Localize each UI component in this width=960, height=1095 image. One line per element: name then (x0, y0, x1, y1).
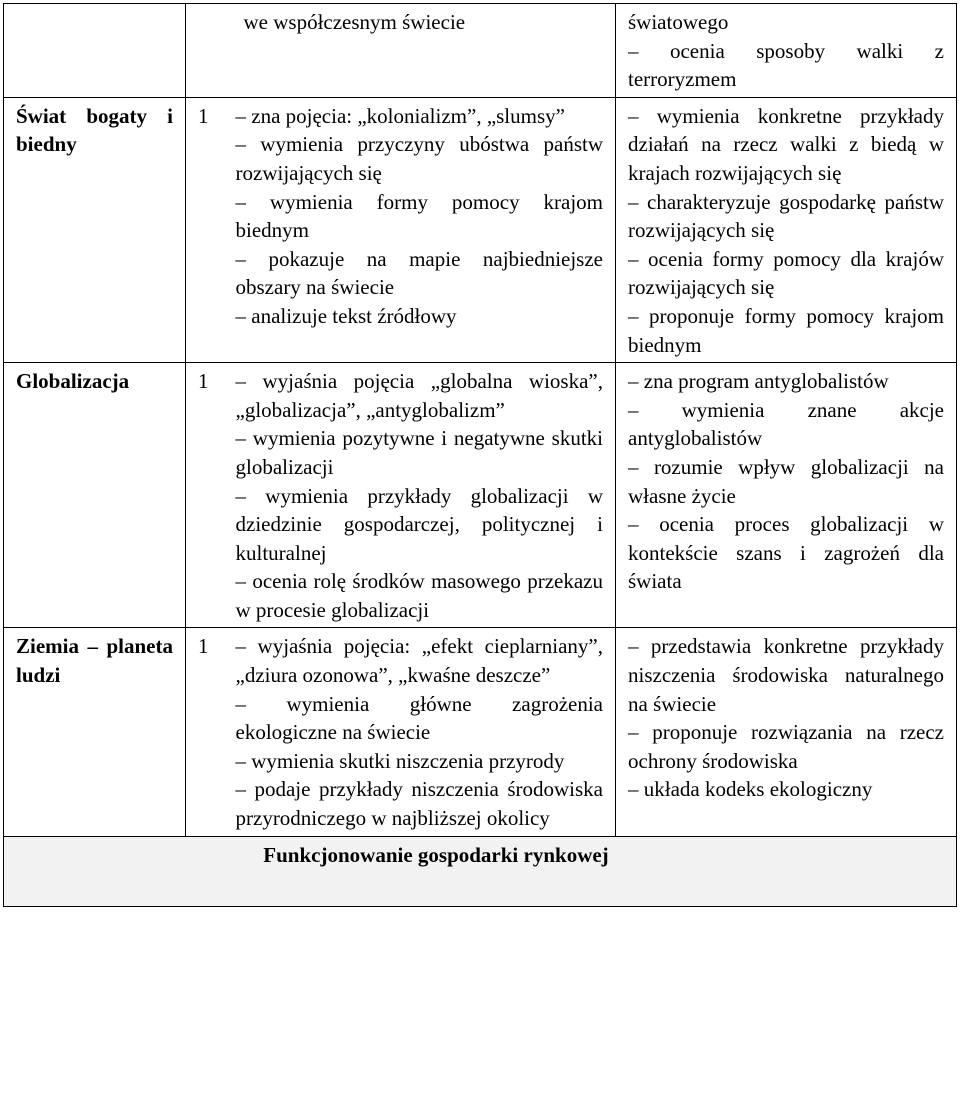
requirement-item: – rozumie wpływ globalizacji na własne życie (628, 454, 944, 508)
requirement-item: – charakteryzuje gospodarkę państw rozwijających się (628, 189, 944, 243)
requirement-item: – wymienia główne zagrożenia ekologiczne na świecie (235, 691, 603, 745)
basic-requirements-cell (224, 97, 616, 362)
requirement-item: – ocenia sposoby walki z terroryzmem (628, 38, 944, 92)
topic-cell (4, 4, 186, 98)
requirement-item: – wymienia przykłady globalizacji w dziedzinie gospodarczej, politycznej i kulturalnej (235, 483, 603, 565)
requirement-item: – analizuje tekst źródłowy (235, 303, 457, 328)
basic-requirements-cell (224, 628, 616, 836)
extended-requirements-cell (616, 363, 957, 628)
requirement-item: – wymienia skutki niszczenia przyrody (235, 748, 565, 773)
requirement-item: – zna program antyglobalistów (628, 369, 889, 394)
requirement-item: – wyjaśnia pojęcia „globalna wioska”, „globalizacja”, „antyglobalizm” (235, 369, 603, 422)
topic-cell: Świat bogaty i biedny (4, 97, 186, 362)
basic-requirements-cell (224, 363, 616, 628)
requirement-item: – proponuje formy pomocy krajom biednym (628, 303, 944, 357)
extended-requirements-cell (616, 4, 957, 98)
requirement-item: – przedstawia konkretne przykłady niszczenia środowiska naturalnego na świecie (628, 634, 944, 716)
topic-cell: Globalizacja (4, 363, 186, 628)
table-row (4, 4, 957, 98)
hours-cell: 1 (186, 363, 224, 628)
requirement-item: – wyjaśnia pojęcia: „efekt cieplarniany”, „dziura ozonowa”, „kwaśne deszcze” (235, 634, 603, 688)
hours-cell: 1 (186, 97, 224, 362)
requirement-item: – podaje przykłady niszczenia środowiska przyrodniczego w najbliższej okolicy (235, 777, 603, 831)
requirement-item: – proponuje rozwiązania na rzecz ochrony środowiska (628, 720, 944, 773)
requirement-item: – ocenia rolę środków masowego przekazu w procesie globalizacji (235, 569, 603, 622)
requirement-item: światowego (628, 10, 729, 34)
requirement-item: – wymienia przyczyny ubóstwa państw rozwijających się (235, 132, 603, 185)
extended-requirements-cell (616, 97, 957, 362)
requirement-item: we współczesnym świecie (243, 10, 466, 34)
requirement-item: – ocenia formy pomocy dla krajów rozwijających się (628, 246, 944, 300)
table-row (4, 628, 957, 836)
requirement-item: – wymienia konkretne przykłady działań na rzecz walki z biedą w krajach rozwijających się (628, 103, 944, 185)
requirement-item: – wymienia znane akcje antyglobalistów (628, 397, 944, 451)
requirement-item: – ocenia proces globalizacji w kontekście szans i zagrożeń dla świata (628, 512, 944, 594)
basic-requirements-cell (224, 4, 616, 98)
topic-cell: Ziemia – planeta ludzi (4, 628, 186, 836)
requirement-item: – wymienia pozytywne i negatywne skutki globalizacji (235, 426, 603, 479)
curriculum-table (3, 3, 957, 907)
hours-cell: 1 (186, 628, 224, 836)
section-title: Funkcjonowanie gospodarki rynkowej (4, 836, 957, 906)
extended-requirements-cell (616, 628, 957, 836)
table-row (4, 97, 957, 362)
requirement-item: – układa kodeks ekologiczny (628, 777, 873, 802)
requirement-item: – pokazuje na mapie najbiedniejsze obszary na świecie (235, 246, 603, 300)
table-row (4, 363, 957, 628)
requirement-item: – wymienia formy pomocy krajom biednym (235, 189, 603, 243)
requirement-item: – zna pojęcia: „kolonializm”, „slumsy” (235, 103, 565, 128)
section-header-row (4, 836, 957, 906)
hours-cell (186, 4, 224, 98)
